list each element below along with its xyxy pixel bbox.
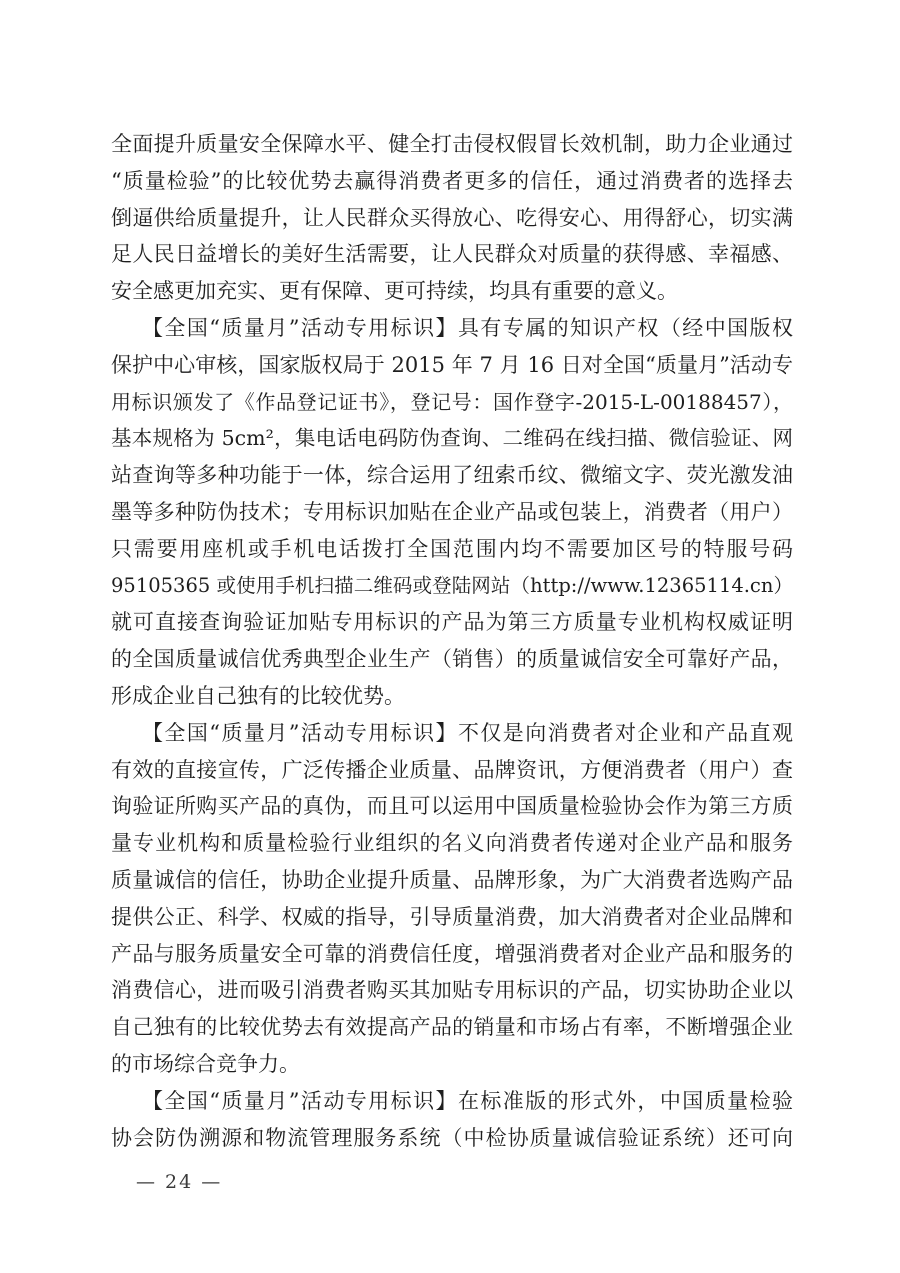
text-line: 协会防伪溯源和物流管理服务系统（中检协质量诚信验证系统）还可向	[111, 1125, 793, 1150]
text-line: 自己独有的比较优势去有效提高产品的销量和市场占有率，不断增强企业	[111, 1015, 793, 1040]
text-line: 用标识颁发了《作品登记证书》，登记号：国作登字-2015-L-00188457），	[111, 389, 793, 414]
text-line: 消费信心，进而吸引消费者购买其加贴专用标识的产品，切实协助企业以	[111, 978, 793, 1003]
text-line: 95105365 或使用手机扫描二维码或登陆网站（http://www.12365114.cn）	[111, 573, 793, 597]
paragraph	[111, 1083, 793, 1157]
text-line: 基本规格为 5cm²，集电话电码防伪查询、二维码在线扫描、微信验证、网	[111, 426, 793, 451]
text-line: 站查询等多种功能于一体，综合运用了纽索币纹、微缩文字、荧光激发油	[111, 463, 793, 488]
text-line: 就可直接查询验证加贴专用标识的产品为第三方质量专业机构权威证明	[111, 610, 793, 635]
text-line: 形成企业自己独有的比较优势。	[111, 683, 405, 708]
paragraph	[111, 126, 793, 310]
text-line: 量专业机构和质量检验行业组织的名义向消费者传递对企业产品和服务	[111, 831, 793, 856]
text-line: 产品与服务质量安全可靠的消费信任度，增强消费者对企业产品和服务的	[111, 941, 793, 966]
text-line: 询验证所购买产品的真伪，而且可以运用中国质量检验协会作为第三方质	[111, 794, 793, 819]
document-body	[111, 126, 793, 1156]
text-line: 的市场综合竞争力。	[111, 1051, 300, 1076]
text-line: 有效的直接宣传，广泛传播企业质量、品牌资讯，方便消费者（用户）查	[111, 757, 793, 782]
text-line: 足人民日益增长的美好生活需要，让人民群众对质量的获得感、幸福感、	[111, 242, 793, 267]
text-line: 墨等多种防伪技术；专用标识加贴在企业产品或包装上，消费者（用户）	[111, 499, 793, 524]
text-line: 安全感更加充实、更有保障、更可持续，均具有重要的意义。	[111, 279, 678, 304]
text-line: 【全国“质量月”活动专用标识】具有专属的知识产权（经中国版权	[142, 315, 793, 340]
page-number: — 24 —	[136, 1171, 223, 1193]
text-line: 的全国质量诚信优秀典型企业生产（销售）的质量诚信安全可靠好产品，	[111, 647, 793, 672]
text-line: 全面提升质量安全保障水平、健全打击侵权假冒长效机制，助力企业通过	[111, 132, 793, 156]
text-line: 【全国“质量月”活动专用标识】在标准版的形式外，中国质量检验	[142, 1088, 793, 1113]
text-line: 只需要用座机或手机电话拨打全国范围内均不需要加区号的特服号码	[111, 536, 793, 561]
paragraph	[111, 310, 793, 715]
text-line: 保护中心审核，国家版权局于 2015 年 7 月 16 日对全国“质量月”活动专	[111, 352, 793, 377]
text-line: 【全国“质量月”活动专用标识】不仅是向消费者对企业和产品直观	[142, 720, 793, 745]
paragraph	[111, 715, 793, 1083]
text-line: 提供公正、科学、权威的指导，引导质量消费，加大消费者对企业品牌和	[111, 904, 793, 929]
text-line: 倒逼供给质量提升，让人民群众买得放心、吃得安心、用得舒心，切实满	[111, 205, 793, 230]
text-line: 质量诚信的信任，协助企业提升质量、品牌形象，为广大消费者选购产品	[111, 867, 793, 892]
text-line: “质量检验”的比较优势去赢得消费者更多的信任，通过消费者的选择去	[111, 168, 793, 193]
